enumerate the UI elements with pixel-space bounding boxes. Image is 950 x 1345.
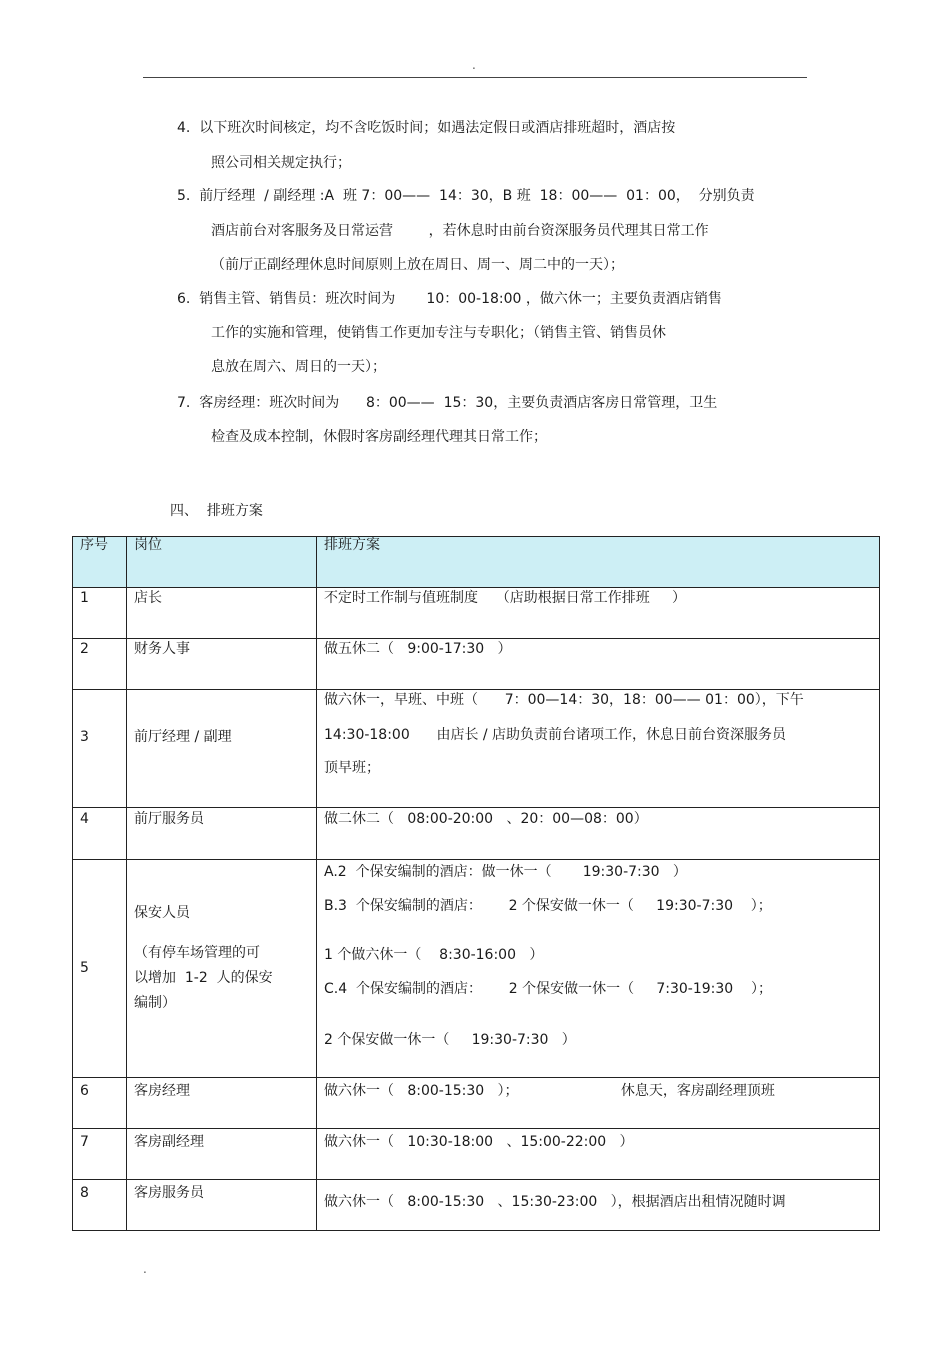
list-item-line: 6. 销售主管、销售员：班次时间为 10：00-18:00 ，做六休一；主要负责酒店销售: [177, 291, 722, 307]
post-line: 编制）: [134, 995, 176, 1011]
plan-line: 14:30-18:00 由店长 / 店助负责前台诸项工作，休息日前台资深服务员: [324, 727, 787, 743]
table-row: [73, 1180, 880, 1231]
list-item-line: 酒店前台对客服务及日常运营 ，若休息时由前台资深服务员代理其日常工作: [211, 223, 709, 239]
list-item-line: 检查及成本控制，休假时客房副经理代理其日常工作；: [211, 429, 547, 445]
footer-mark: .: [143, 1262, 147, 1276]
header-mark: .: [472, 58, 476, 72]
table-row: [73, 588, 880, 639]
cell-post: 前厅服务员: [127, 808, 317, 860]
cell-no: 1: [73, 588, 127, 639]
cell-post: 财务人事: [127, 639, 317, 690]
list-item-4: [177, 120, 817, 172]
list-item-5: [177, 188, 817, 274]
plan-line: 做六休一（ 10:30-18:00 、15:00-22:00 ）: [324, 1134, 634, 1150]
plan-line: 做六休一（ 8:00-15:30 、15:30-23:00 ），根据酒店出租情况随时调: [324, 1194, 786, 1210]
plan-line: 做二休二（ 08:00-20:00 、20：00—08：00）: [324, 811, 648, 827]
section-title: 四、 排班方案: [170, 503, 263, 519]
plan-line: C.4 个保安编制的酒店： 2 个保安做一休一（ 7:30-19:30 ）；: [324, 981, 772, 997]
list-item-line: 息放在周六、周日的一天）；: [211, 359, 386, 375]
cell-no: 4: [73, 808, 127, 860]
cell-plan: [317, 690, 880, 808]
cell-post: [127, 860, 317, 1078]
cell-plan: [317, 808, 880, 860]
post-line: （有停车场管理的可: [134, 945, 260, 961]
list-item-6: [177, 291, 817, 376]
cell-post: 店长: [127, 588, 317, 639]
cell-plan: [317, 860, 880, 1078]
cell-no: 7: [73, 1129, 127, 1180]
table-row: [73, 808, 880, 860]
table-row: [73, 1078, 880, 1129]
plan-line: 1 个做六休一（ 8:30-16:00 ）: [324, 947, 544, 963]
cell-no: 2: [73, 639, 127, 690]
cell-no: 6: [73, 1078, 127, 1129]
cell-no: 8: [73, 1180, 127, 1231]
cell-plan: [317, 639, 880, 690]
header-cell-no: 序号: [73, 537, 127, 588]
plan-line: 做六休一（ 8:00-15:30 ）； 休息天，客房副经理顶班: [324, 1083, 775, 1099]
list-item-line: 4. 以下班次时间核定，均不含吃饭时间；如遇法定假日或酒店排班超时，酒店按: [177, 120, 676, 136]
cell-post: 客房服务员: [127, 1180, 317, 1231]
plan-line: 做五休二（ 9:00-17:30 ）: [324, 641, 512, 657]
cell-plan: [317, 588, 880, 639]
table-row: [73, 1129, 880, 1180]
cell-post: 前厅经理 / 副理: [127, 690, 317, 808]
plan-line: 顶早班；: [324, 760, 380, 776]
list-item-line: 5. 前厅经理 / 副经理 :A 班 7：00—— 14：30，B 班 18：00—— 01：00， 分别负责: [177, 188, 755, 204]
table-row: [73, 690, 880, 808]
list-item-line: 7. 客房经理：班次时间为 8：00—— 15：30，主要负责酒店客房日常管理，卫生: [177, 395, 718, 411]
plan-line: 不定时工作制与值班制度 （店助根据日常工作排班 ）: [324, 590, 687, 606]
post-line: 保安人员: [134, 905, 190, 921]
cell-plan: [317, 1078, 880, 1129]
plan-line: 2 个保安做一休一（ 19:30-7:30 ）: [324, 1032, 576, 1048]
table-row: [73, 860, 880, 1078]
post-line: 以增加 1-2 人的保安: [134, 970, 273, 986]
list-item-line: （前厅正副经理休息时间原则上放在周日、周一、周二中的一天）；: [211, 257, 624, 273]
cell-no: 5: [73, 860, 127, 1078]
cell-no: 3: [73, 690, 127, 808]
plan-line: A.2 个保安编制的酒店：做一休一（ 19:30-7:30 ）: [324, 864, 687, 880]
cell-post: 客房经理: [127, 1078, 317, 1129]
table-header-row: [73, 537, 880, 588]
cell-plan: [317, 1180, 880, 1231]
list-item-line: 照公司相关规定执行；: [211, 155, 351, 171]
table-row: [73, 639, 880, 690]
cell-plan: [317, 1129, 880, 1180]
header-rule: [143, 77, 807, 78]
cell-post: 客房副经理: [127, 1129, 317, 1180]
header-cell-post: 岗位: [127, 537, 317, 588]
list-item-7: [177, 395, 817, 446]
plan-line: B.3 个保安编制的酒店： 2 个保安做一休一（ 19:30-7:30 ）；: [324, 898, 772, 914]
header-cell-plan: 排班方案: [317, 537, 880, 588]
list-item-line: 工作的实施和管理，使销售工作更加专注与专职化；（销售主管、销售员休: [211, 325, 666, 341]
schedule-table: [72, 536, 880, 1231]
plan-line: 做六休一，早班、中班（ 7：00—14：30，18：00—— 01：00），下午: [324, 692, 804, 708]
